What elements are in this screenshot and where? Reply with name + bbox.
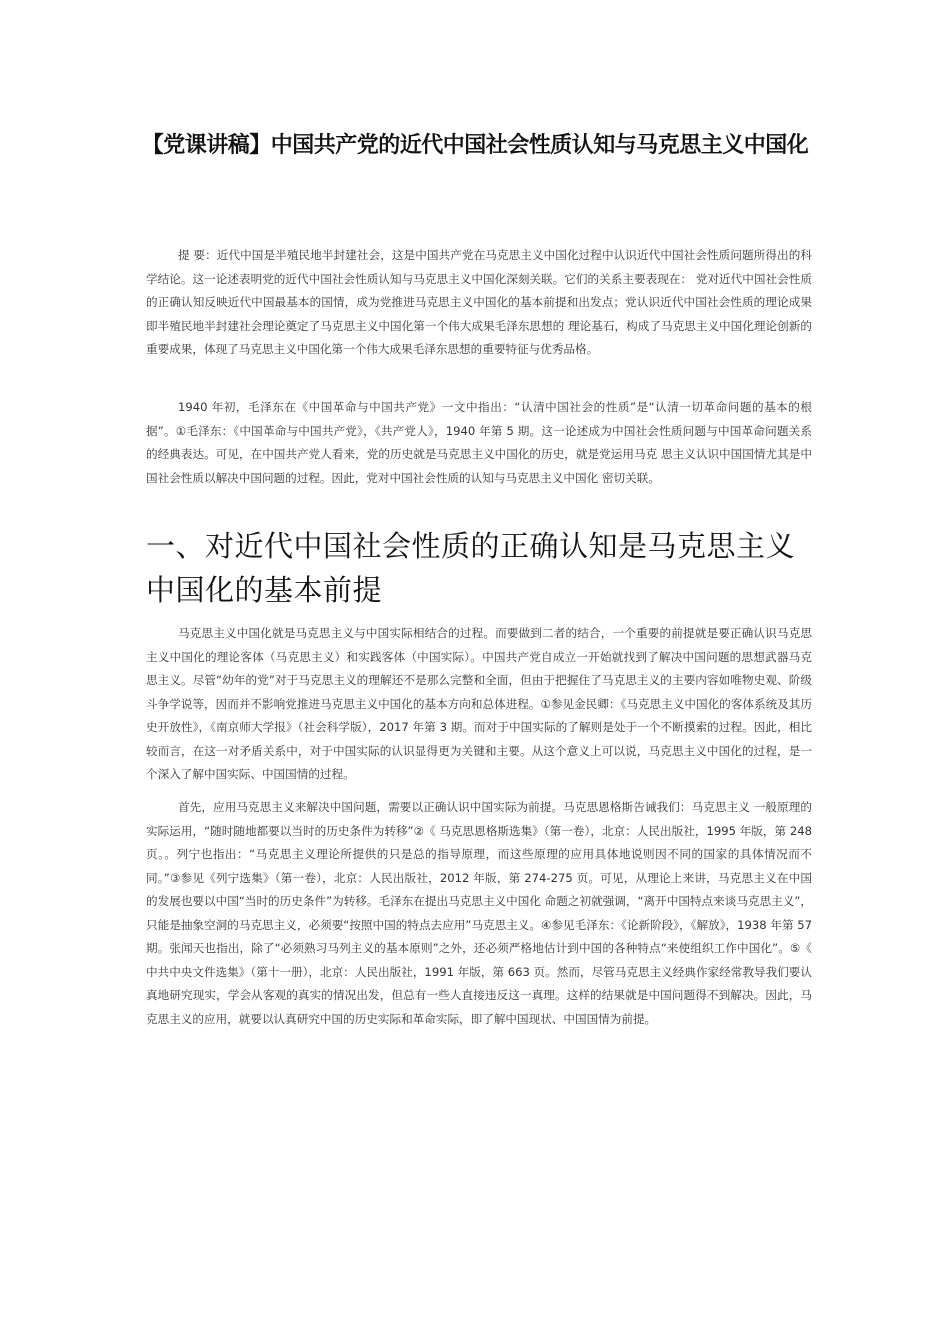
body-paragraph: 首先，应用马克思主义来解决中国问题，需要以正确认识中国实际为前提。马克思恩格斯告诫我们：马克思主义 一般原理的实际运用，“随时随地都要以当时的历史条件为转移”②《 马克思恩格斯选集》（第一卷），北京：人民出版社，1995 年版，第 248 页。。列宁也指出：“马克思主义理论所提供的只是总的指导原理，而这些原理的应用具体地说则因不同的国家的具体情况而不同。”③参见《列宁选集》（第一卷），北京：人民出版社，2012 年版，第 274-275 页。可见，从理论上来讲，马克思主义在中国的发展也要以中国“当时的历史条件”为转移。毛泽东在提出马克思主义中国化 命题之初就强调，“离开中国特点来谈马克思主义”，只能是抽象空洞的马克思主义，必须要“按照中国的特点去应用”马克思主义。④参见毛泽东：《论新阶段》，《解放》，1938 年第 57 期。张闻天也指出，除了“必须熟习马列主义的基本原则”之外，还必须严格地估计到中国的各种特点“来使组织工作中国化”。⑤《 中共中央文件选集》（第十一册），北京：人民出版社，1991 年版，第 663 页。然而，尽管马克思主义经典作家经常教导我们要认真地研究现实，学会从客观的真实的情况出发，但总有一些人直接违反这一真理。这样的结果就是中国问题得不到解决。因此，马克思主义的应用，就要以认真研究中国的历史实际和革命实际，即了解中国现状、中国国情为前提。 xyxy=(146,800,812,1026)
body-paragraph: 马克思主义中国化就是马克思主义与中国实际相结合的过程。而要做到二者的结合，一个重要的前提就是要正确认识马克思主义中国化的理论客体（马克思主义）和实践客体（中国实际）。中国共产党自成立一开始就找到了解决中国问题的思想武器马克思主义。尽管“幼年的党”对于马克思主义的理解还不是那么完整和全面，但由于把握住了马克思主义的主要内容如唯物史观、阶级斗争学说等，因而并不影响党推进马克思主义中国化的基本方向和总体进程。①参见金民卿：《马克思主义中国化的客体系统及其历史开放性》，《南京师大学报》（社会科学版），2017 年第 3 期。而对于中国实际的了解则是处于一个不断摸索的过程。因此，相比较而言，在这一对矛盾关系中，对于中国实际的认识显得更为关键和主要。从这个意义上可以说，马克思主义中国化的过程，是一个深入了解中国实际、中国国情的过程。 xyxy=(146,626,812,781)
abstract-paragraph: 提 要：近代中国是半殖民地半封建社会，这是中国共产党在马克思主义中国化过程中认识近代中国社会性质问题所得出的科学结论。这一论述表明党的近代中国社会性质认知与马克思主义中国化深刻关联。它们的关系主要表现在： 党对近代中国社会性质的正确认知反映近代中国最基本的国情，成为党推进马克思主义中国化的基本前提和出发点；党认识近代中国社会性质的理论成果即半殖民地半封建社会理论奠定了马克思主义中国化第一个伟大成果毛泽东思想的 理论基石，构成了马克思主义中国化理论创新的重要成果，体现了马克思主义中国化第一个伟大成果毛泽东思想的重要特征与优秀品格。 xyxy=(146,248,812,356)
document-title: 【党课讲稿】中国共产党的近代中国社会性质认知与马克思主义中国化 xyxy=(141,133,809,158)
intro-paragraph: 1940 年初，毛泽东在《中国革命与中国共产党》一文中指出：“认清中国社会的性质”是“认清一切革命问题的基本的根据”。①毛泽东：《中国革命与中国共产党》，《共产党人》，1940 年第 5 期。这一论述成为中国社会性质问题与中国革命问题关系的经典表达。可见，在中国共产党人看来，党的历史就是马克思主义中国化的历史，就是党运用马克 思主义认识中国国情尤其是中国社会性质以解决中国问题的过程。因此，党对中国社会性质的认知与马克思主义中国化 密切关联。 xyxy=(146,400,812,485)
section-heading: 一、对近代中国社会性质的正确认知是马克思主义中国化的基本前提 xyxy=(146,529,796,607)
